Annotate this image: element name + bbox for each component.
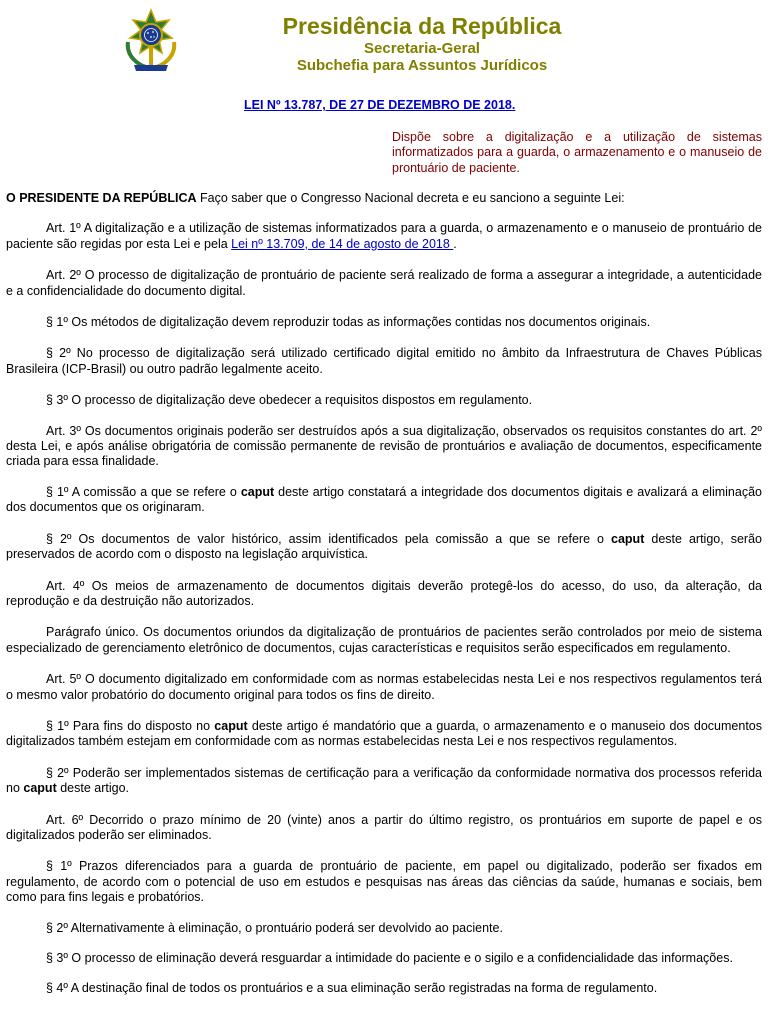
art-5-par-1-caput: caput [214,718,248,733]
art-1 [6,221,762,252]
brazil-coat-of-arms-icon [120,8,182,76]
art-4: Art. 4º Os meios de armazenamento de documentos digitais deverão protegê-los do acesso, do uso, da alteração, da reprodução e da destruição não autorizados. [6,578,762,608]
art-3-par-1-caput: caput [240,484,275,499]
art-4-paragrafo-unico: Parágrafo único. Os documentos oriundos da digitalização de prontuários de pacientes serão controlados por meio de sistema especializado de gerenciamento eletrônico de documentos, cujas características e requisitos serão especificados em regulamento. [6,625,762,655]
preamble-text: Faço saber que o Congresso Nacional decreta e eu sanciono a seguinte Lei: [196,191,625,205]
header-title: Presidência da República [282,13,562,39]
art-2: Art. 2º O processo de digitalização de prontuário de paciente será realizado de forma a assegurar a integridade, a autenticidade e a confidencialidade do documento digital. [6,268,762,298]
art-6-par-3: § 3º O processo de eliminação deverá resguardar a intimidade do paciente e o sigilo e a confidencialidade das informações. [46,951,733,965]
art-3-par-1-b: deste artigo constatará a integridade dos documentos digitais e avalizará a eliminação dos documentos que os originaram. [6,484,762,515]
art-5-par-1-b: deste artigo é mandatório que a guarda, o armazenamento e o manuseio dos documentos digitalizados também estejam em conformidade com as normas estabelecidas nesta Lei e nos respectivos regulamentos. [6,718,762,749]
art-3-par-1-a: § 1º A comissão a que se refere o [46,484,241,499]
art-5-par-2-caput: caput [23,781,57,796]
art-1-text: Art. 1º A digitalização e a utilização de sistemas informatizados para a guarda, o armazenamento e o manuseio de prontuário de paciente são regidas por esta Lei e pela [6,221,762,251]
art-3-par-2-caput: caput [611,531,645,546]
law-title-link[interactable]: LEI Nº 13.787, DE 27 DE DEZEMBRO DE 2018. [244,98,516,112]
preamble [6,191,762,206]
art-6-par-4: § 4º A destinação final de todos os prontuários e a sua eliminação serão registradas na forma de regulamento. [46,981,658,996]
art-2-par-2: § 2º No processo de digitalização será utilizado certificado digital emitido no âmbito da Infraestrutura de Chaves Públicas Brasileira (ICP-Brasil) ou outro padrão legalmente aceito. [6,346,762,376]
ementa: Dispõe sobre a digitalização e a utilização de sistemas informatizados para a guarda, o armazenamento e o manuseio de prontuário de paciente. [392,130,762,175]
art-2-par-1: § 1º Os métodos de digitalização devem reproduzir todas as informações contidas nos documentos originais. [46,315,651,330]
art-3-par-2-a: § 2º Os documentos de valor histórico, assim identificados pela comissão a que se refere o [46,531,612,546]
art-3-par-1 [6,485,762,516]
art-5-par-2 [6,766,762,797]
art-3: Art. 3º Os documentos originais poderão ser destruídos após a sua digitalização, observados os requisitos constantes do art. 2º desta Lei, e após análise obrigatória de comissão permanente de revisão de prontuários e avaliação de documentos, especificamente criada para essa finalidade. [6,423,762,469]
art-3-par-2-b: deste artigo, serão preservados de acordo com o disposto na legislação arquivística. [6,531,762,562]
header-subtitle-secretaria: Secretaria-Geral [364,40,480,57]
art-5-par-1 [6,719,762,750]
lei-13709-link[interactable]: Lei nº 13.709, de 14 de agosto de 2018 [231,236,454,251]
header-subtitle-subchefia: Subchefia para Assuntos Jurídicos [296,57,548,74]
art-3-par-2 [6,532,762,563]
art-5-par-2-a: § 2º Poderão ser implementados sistemas de certificação para a verificação da conformidade normativa dos processos referida no [6,765,762,796]
art-5-par-2-b: deste artigo. [56,781,129,796]
art-6-par-1: § 1º Prazos diferenciados para a guarda de prontuário de paciente, em papel ou digitalizado, poderão ser fixados em regulamento, de acordo com o potencial de uso em estudos e pesquisas nas áreas das ciências da saúde, humanas e sociais, bem como para fins legais e probatórios. [6,859,762,905]
header [200,12,644,74]
law-body [6,191,762,997]
art-5: Art. 5º O documento digitalizado em conformidade com as normas estabelecidas nesta Lei e nos respectivos regulamentos terá o mesmo valor probatório do documento original para todos os fins de direito. [6,672,762,702]
preamble-bold: O PRESIDENTE DA REPÚBLICA [6,191,197,205]
art-2-par-3: § 3º O processo de digitalização deve obedecer a requisitos dispostos em regulamento. [46,393,533,408]
art-6: Art. 6º Decorrido o prazo mínimo de 20 (vinte) anos a partir do último registro, os prontuários em suporte de papel e os digitalizados poderão ser eliminados. [6,812,762,842]
art-1-end: . [453,236,457,251]
art-6-par-2: § 2º Alternativamente à eliminação, o prontuário poderá ser devolvido ao paciente. [46,920,503,935]
law-title[interactable] [244,98,515,112]
art-5-par-1-a: § 1º Para fins do disposto no [46,718,215,733]
